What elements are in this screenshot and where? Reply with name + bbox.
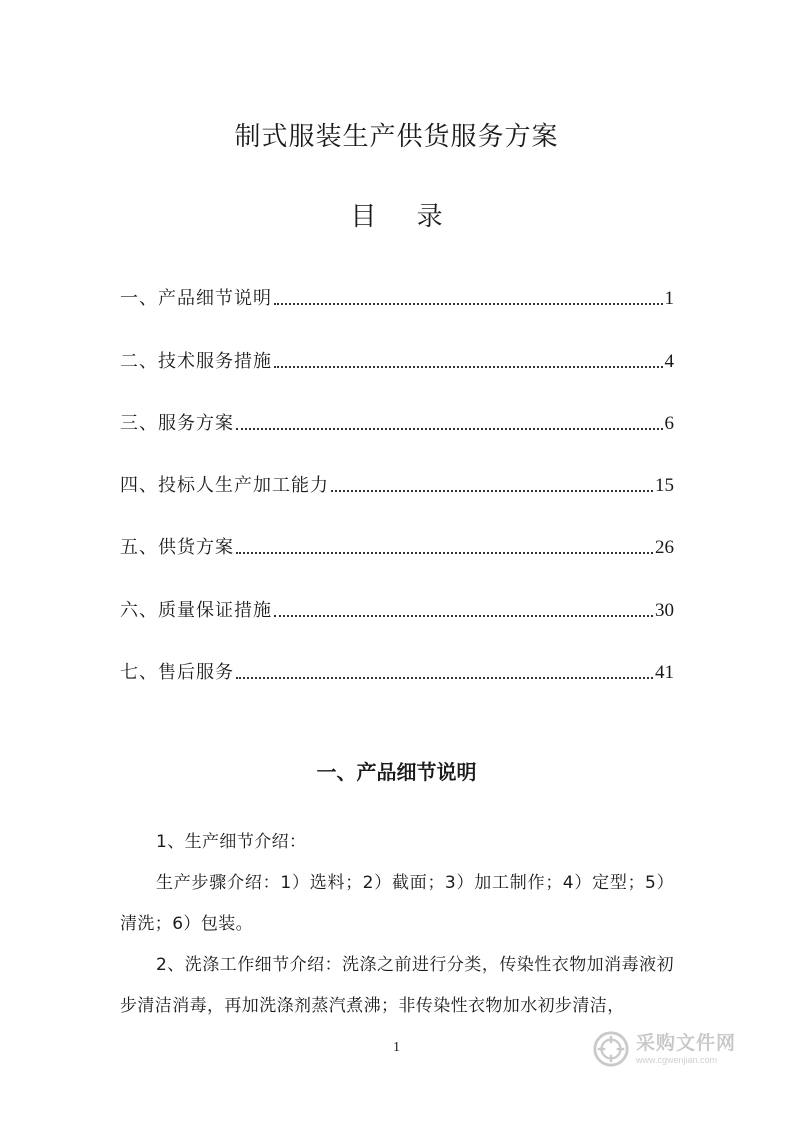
document-title: 制式服装生产供货服务方案 xyxy=(234,122,559,152)
toc-leader-dots xyxy=(236,552,653,554)
toc-entry-1[interactable] xyxy=(120,262,674,324)
watermark-logo-icon xyxy=(592,1030,630,1068)
watermark-url: www.cgwenjian.com xyxy=(636,1054,718,1065)
toc-leader-dots xyxy=(274,303,663,305)
toc-heading: 目 录 xyxy=(350,202,459,232)
toc-leader-dots xyxy=(274,366,663,368)
section-body xyxy=(120,822,674,1027)
page-number: 1 xyxy=(393,1040,400,1055)
toc-entry-4[interactable] xyxy=(120,449,674,511)
toc-entry-label: 四、投标人生产加工能力 xyxy=(120,475,329,497)
toc-entry-page: 1 xyxy=(664,288,674,310)
toc-entry-3[interactable] xyxy=(120,387,674,449)
toc-entry-page: 26 xyxy=(655,537,674,559)
toc-entry-5[interactable] xyxy=(120,511,674,573)
toc-entry-label: 三、服务方案 xyxy=(120,412,234,434)
toc-entry-page: 30 xyxy=(655,599,674,621)
paragraph: 1、生产细节介绍： xyxy=(156,832,307,852)
toc-entry-2[interactable] xyxy=(120,324,674,386)
paragraph: 2、洗涤工作细节介绍：洗涤之前进行分类，传染性衣物加消毒液初步清洁消毒，再加洗涤剂蒸汽煮沸；非传染性衣物加水初步清洁， xyxy=(120,955,674,1016)
toc-entry-label: 五、供货方案 xyxy=(120,537,234,559)
watermark xyxy=(592,1026,762,1072)
toc-entry-page: 6 xyxy=(664,412,674,434)
toc-entry-label: 七、售后服务 xyxy=(120,662,234,684)
toc-entry-label: 六、质量保证措施 xyxy=(120,599,272,621)
toc-entry-page: 4 xyxy=(664,350,674,372)
toc-entry-page: 15 xyxy=(655,475,674,497)
toc-entry-label: 一、产品细节说明 xyxy=(120,288,272,310)
section-heading: 一、产品细节说明 xyxy=(316,760,477,784)
toc-leader-dots xyxy=(274,615,653,617)
table-of-contents xyxy=(120,262,674,698)
toc-entry-label: 二、技术服务措施 xyxy=(120,350,272,372)
toc-leader-dots xyxy=(236,677,653,679)
toc-entry-page: 41 xyxy=(655,662,674,684)
toc-entry-7[interactable] xyxy=(120,636,674,698)
toc-entry-6[interactable] xyxy=(120,573,674,635)
paragraph: 生产步骤介绍：1）选料；2）截面；3）加工制作；4）定型；5）清洗；6）包装。 xyxy=(120,873,674,934)
toc-leader-dots xyxy=(236,428,663,430)
watermark-name: 采购文件网 xyxy=(636,1031,737,1054)
toc-leader-dots xyxy=(331,490,653,492)
